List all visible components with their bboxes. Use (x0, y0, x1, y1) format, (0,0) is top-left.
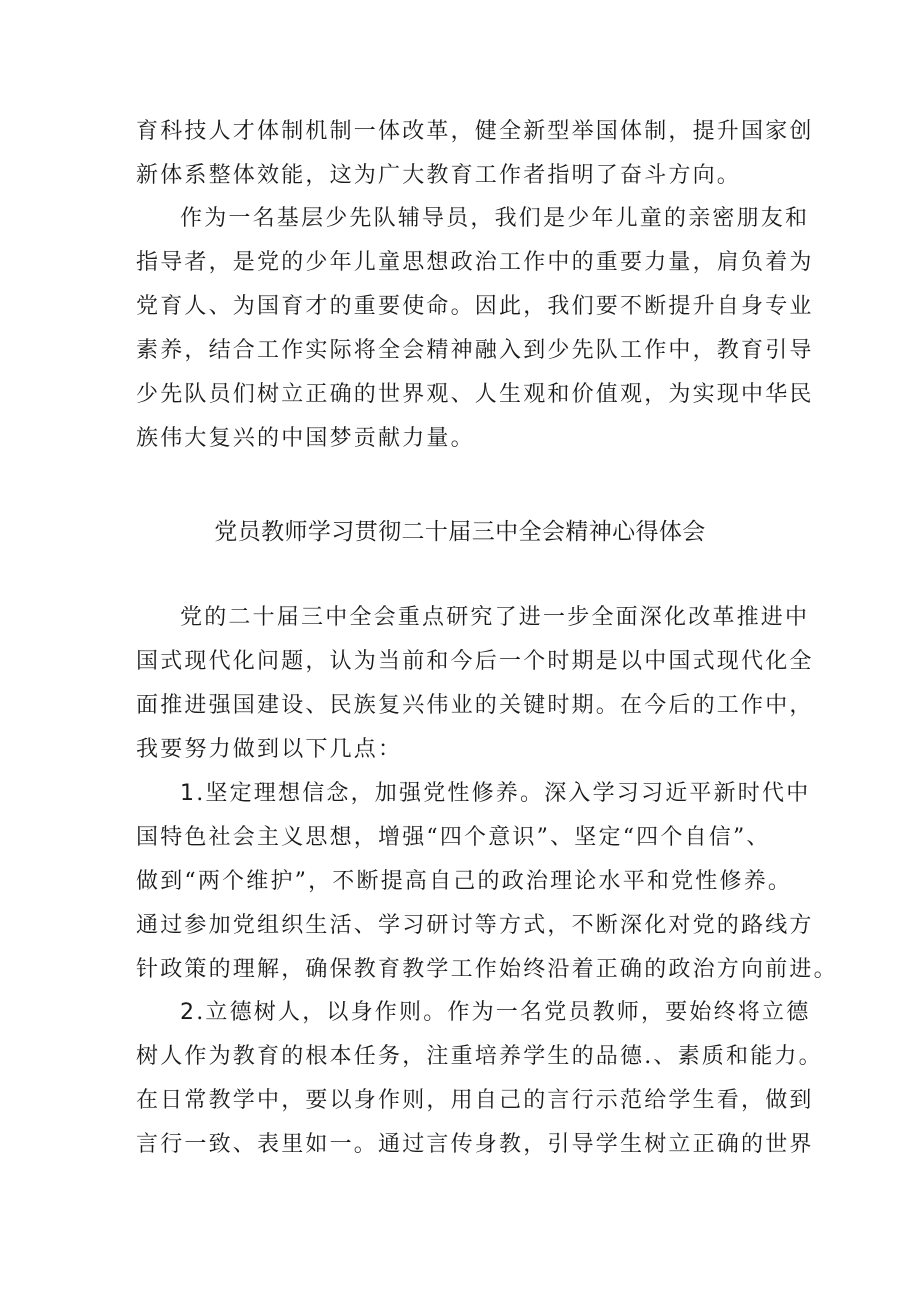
point-text: .立德树人，以身作则。作为一名党员教师，要始终将立德 (196, 1000, 811, 1025)
paragraph-line: 针政策的理解，确保教育教学工作始终沿着正确的政治方向前进。 (136, 957, 838, 982)
paragraph-line: 言行一致、表里如一。通过言传身教，引导学生树立正确的世界 (136, 1132, 814, 1157)
paragraph-line: 育科技人才体制机制一体改革，健全新型举国体制，提升国家创 (136, 119, 814, 144)
paragraph-line: 少先队员们树立正确的世界观、人生观和价值观，为实现中华民 (136, 382, 814, 407)
paragraph-line: 通过参加党组织生活、学习研讨等方式，不断深化对党的路线方 (136, 913, 814, 938)
paragraph-line: 国特色社会主义思想，增强“四个意识”、坚定“四个自信”、 (136, 825, 771, 850)
point-text: .坚定理想信念，加强党性修养。深入学习习近平新时代中 (196, 781, 811, 806)
paragraph-line: 国式现代化问题，认为当前和今后一个时期是以中国式现代化全 (136, 649, 814, 674)
section-title: 党员教师学习贯彻二十届三中全会精神心得体会 (214, 519, 706, 545)
paragraph-line: 树人作为教育的根本任务，注重培养学生的品德.、素质和能力。 (136, 1044, 823, 1069)
paragraph-line: 党育人、为国育才的重要使命。因此，我们要不断提升自身专业 (136, 294, 814, 319)
point-number: 2 (180, 1000, 197, 1025)
point-number: 1 (180, 781, 197, 806)
paragraph-line: 作为一名基层少先队辅导员，我们是少年儿童的亲密朋友和 (180, 206, 810, 231)
paragraph-line: 新体系整体效能，这为广大教育工作者指明了奋斗方向。 (136, 163, 742, 188)
paragraph-line: 做到“两个维护”，不断提高自己的政治理论水平和党性修养。 (136, 869, 793, 894)
paragraph-line: 素养，结合工作实际将全会精神融入到少先队工作中，教育引导 (136, 338, 814, 363)
paragraph-line: 族伟大复兴的中国梦贡献力量。 (136, 426, 475, 451)
paragraph-line: 指导者，是党的少年儿童思想政治工作中的重要力量，肩负着为 (136, 250, 814, 275)
paragraph-line: 我要努力做到以下几点： (136, 737, 403, 762)
numbered-point-line (0, 998, 920, 1028)
paragraph-line: 党的二十届三中全会重点研究了进一步全面深化改革推进中 (180, 605, 810, 630)
paragraph-line: 在日常教学中，要以身作则，用自己的言行示范给学生看，做到 (136, 1088, 814, 1113)
numbered-point-line (0, 779, 920, 809)
paragraph-line: 面推进强国建设、民族复兴伟业的关键时期。在今后的工作中， (136, 693, 814, 718)
